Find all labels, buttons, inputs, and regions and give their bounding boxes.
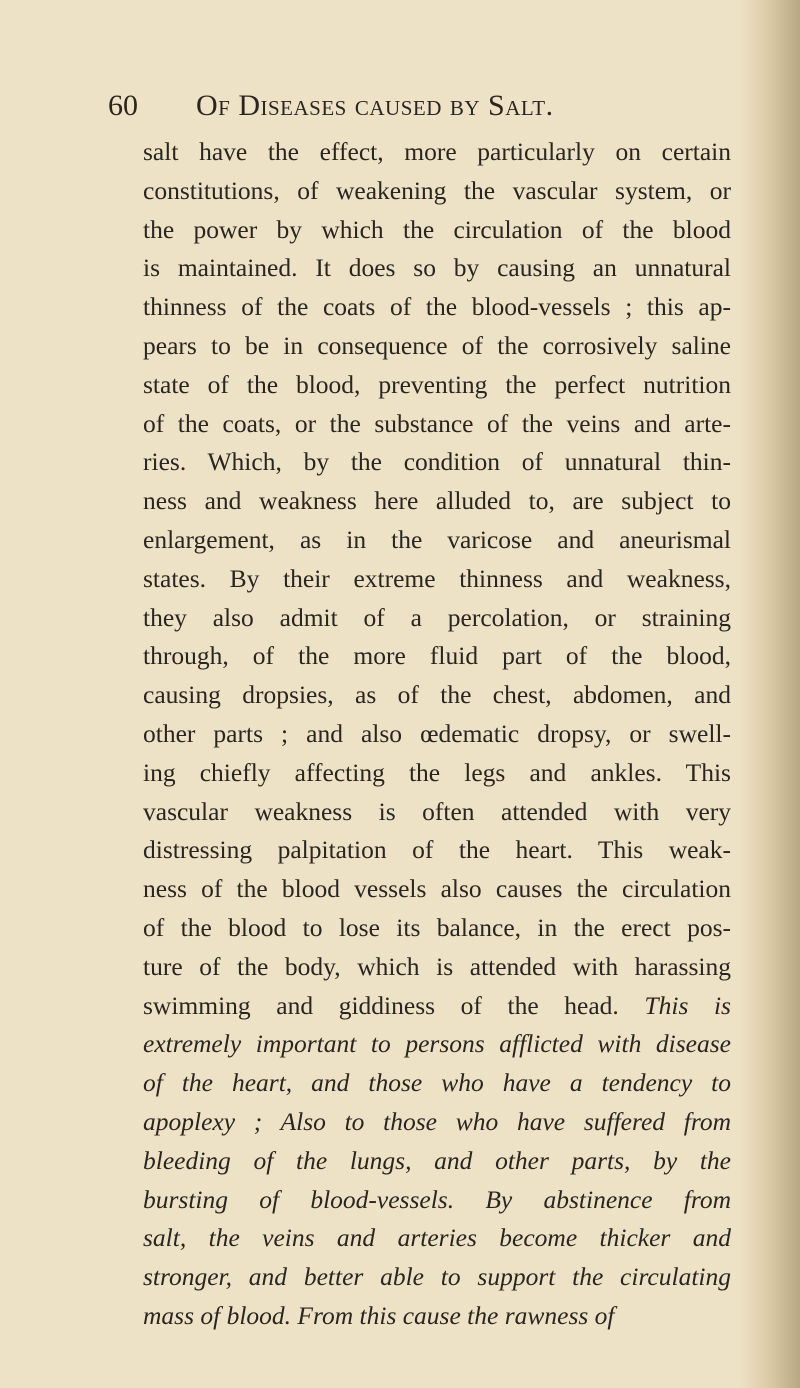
text-line: ture of the body, which is attended with harassing [143, 951, 731, 981]
text-line: distressing palpitation of the heart. This weak- [143, 835, 731, 865]
text-line: they also admit of a percolation, or straining [143, 602, 731, 632]
text-line-mixed [143, 987, 731, 1026]
text-line: vascular weakness is often attended with very [143, 796, 731, 826]
text-line: pears to be in consequence of the corrosively saline [143, 330, 731, 360]
text-line: constitutions, of weakening the vascular system, or [143, 175, 731, 205]
page-header [108, 86, 758, 126]
text-line: of the coats, or the substance of the veins and arte- [143, 408, 731, 438]
text-line: enlargement, as in the varicose and aneurismal [143, 524, 731, 554]
text-line: thinness of the coats of the blood-vessels ; this ap- [143, 292, 731, 322]
text-line: ing chiefly affecting the legs and ankles. This [143, 757, 731, 787]
text-line: ness of the blood vessels also causes the circulation [143, 874, 731, 904]
text-line-italic: apoplexy ; Also to those who have suffered from [143, 1106, 731, 1136]
page-number: 60 [108, 89, 138, 122]
text-line-italic: extremely important to persons afflicted with disease [143, 1029, 731, 1059]
text-line: through, of the more fluid part of the blood, [143, 641, 731, 671]
text-line: other parts ; and also œdematic dropsy, or swell- [143, 718, 731, 748]
text-line: state of the blood, preventing the perfect nutrition [143, 369, 731, 399]
text-line-italic: of the heart, and those who have a tendency to [143, 1068, 731, 1098]
body-text [143, 133, 731, 1336]
text-line: of the blood to lose its balance, in the erect pos- [143, 912, 731, 942]
running-title: Of Diseases caused by Salt. [196, 89, 554, 122]
text-line-italic: bleeding of the lungs, and other parts, by the [143, 1145, 731, 1175]
text-line-italic: mass of blood. From this cause the rawness of [143, 1300, 615, 1330]
text-line: states. By their extreme thinness and weakness, [143, 563, 731, 593]
text-line: is maintained. It does so by causing an unnatural [143, 253, 731, 283]
text-line-italic: bursting of blood-vessels. By abstinence from [143, 1184, 731, 1214]
text-line: causing dropsies, as of the chest, abdomen, and [143, 680, 731, 710]
text-italic-segment: This is [644, 990, 731, 1020]
text-roman-segment: swimming and giddiness of the head. [143, 990, 645, 1020]
text-line: ries. Which, by the condition of unnatural thin- [143, 447, 731, 477]
text-line: ness and weakness here alluded to, are subject to [143, 486, 731, 516]
text-line: salt have the effect, more particularly on certain [143, 137, 731, 166]
text-line-italic: salt, the veins and arteries become thicker and [143, 1223, 731, 1253]
text-line: the power by which the circulation of the blood [143, 214, 731, 244]
text-line-italic: stronger, and better able to support the circulating [143, 1262, 731, 1292]
